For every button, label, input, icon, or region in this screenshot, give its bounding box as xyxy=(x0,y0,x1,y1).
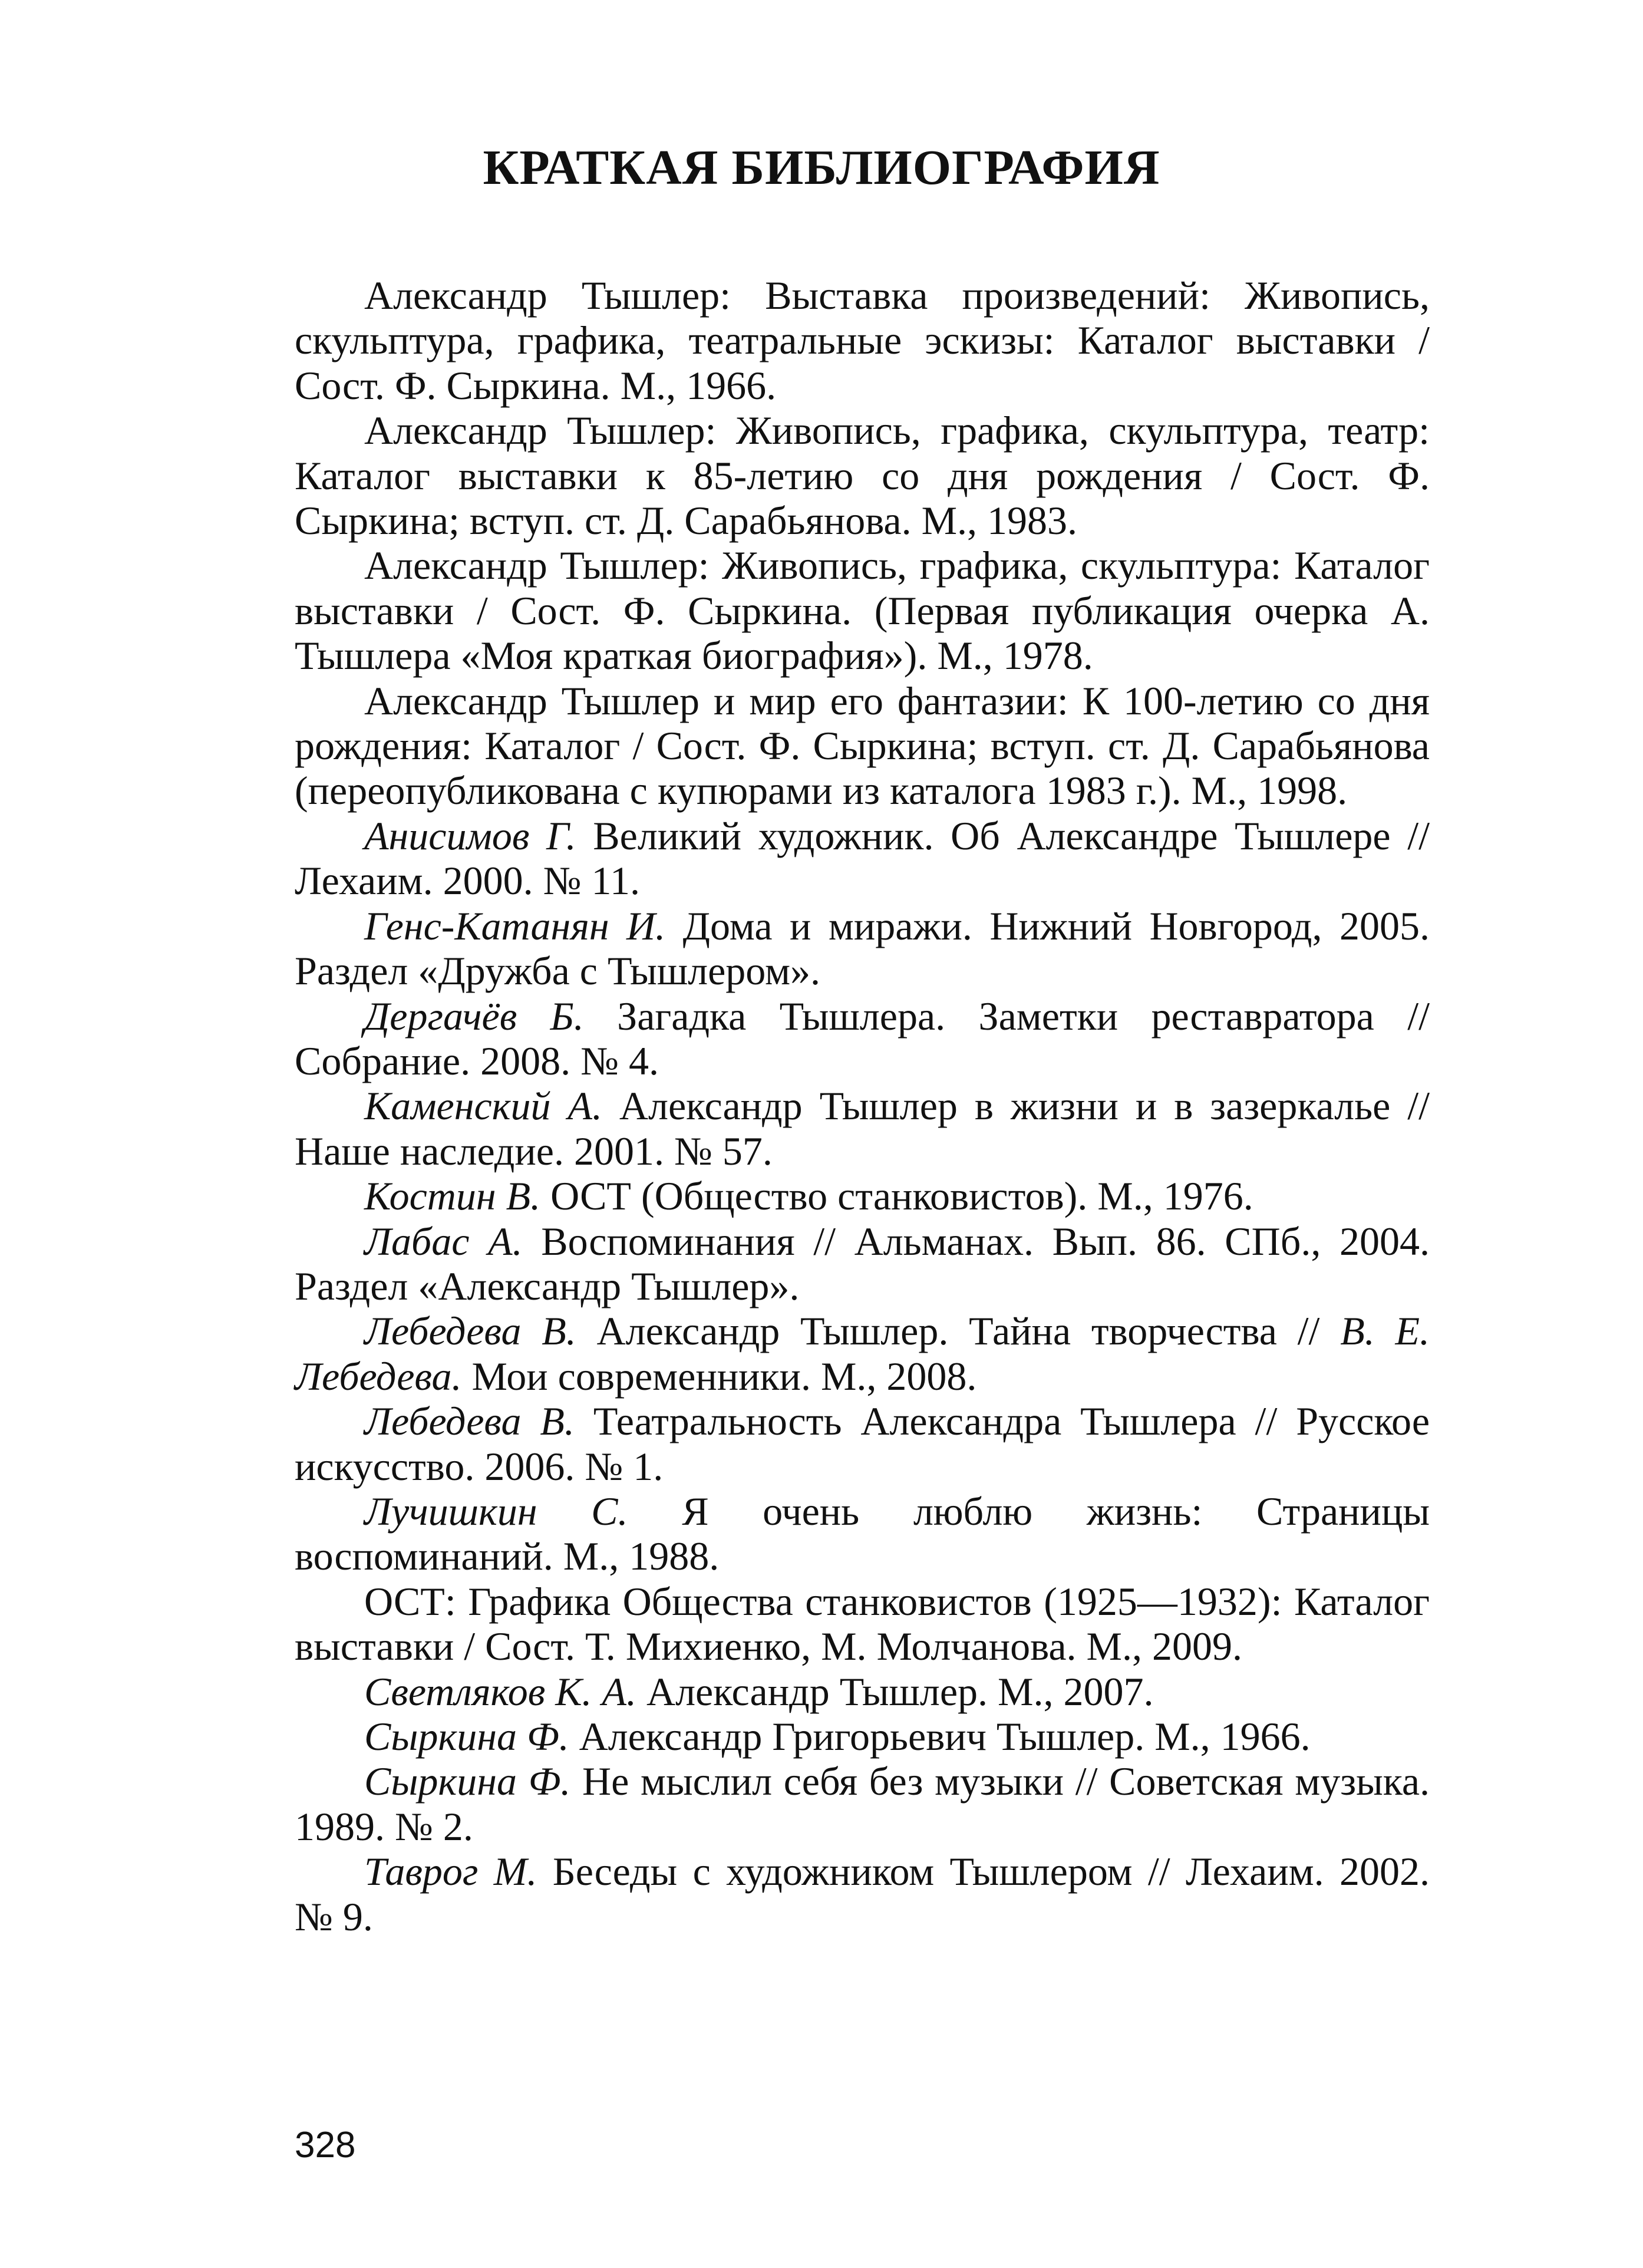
entry-author: Лучишкин С. xyxy=(364,1488,628,1534)
bibliography-entry xyxy=(295,1579,1430,1669)
bibliography-entry xyxy=(295,904,1430,994)
entry-text: Александр Тышлер: Живопись, графика, скульптура: Каталог выставки / Сост. Ф. Сыркина. (Первая публикация очерка А. Тышлера «Моя краткая биография»). М., 1978. xyxy=(295,543,1430,678)
entry-text-secondary: Мои современники. М., 2008. xyxy=(471,1353,977,1399)
bibliography-entry xyxy=(295,1849,1430,1939)
entry-text: Александр Тышлер и мир его фантазии: К 100-летию со дня рождения: Каталог / Сост. Ф. Сыркина; вступ. ст. Д. Сарабьянова (переопубликована с купюрами из каталога 1983 г.). М., 1998. xyxy=(295,678,1430,813)
entry-author: Генс-Катанян И. xyxy=(364,903,666,948)
bibliography-entry xyxy=(295,994,1430,1084)
entry-author: Светляков К. А. xyxy=(364,1669,636,1714)
entry-text: Александр Тышлер: Живопись, графика, скульптура, театр: Каталог выставки к 85-летию со дня рождения / Сост. Ф. Сыркина; вступ. ст. Д. Сарабьянова. М., 1983. xyxy=(295,408,1430,543)
entry-author: Лабас А. xyxy=(364,1218,523,1264)
entry-author-secondary: В. Е. Лебедева. xyxy=(295,1308,1430,1399)
entry-author: Сыркина Ф. xyxy=(364,1714,569,1759)
entry-author: Лебедева В. xyxy=(364,1399,575,1444)
entry-text: Александр Григорьевич Тышлер. М., 1966. xyxy=(579,1714,1311,1759)
entry-text: ОСТ (Общество станковистов). М., 1976. xyxy=(550,1173,1253,1219)
entry-author: Таврог М. xyxy=(364,1849,537,1894)
entry-author: Дергачёв Б. xyxy=(364,993,584,1039)
bibliography-entry xyxy=(295,1173,1430,1218)
entry-text: Александр Тышлер. Тайна творчества // xyxy=(596,1308,1320,1354)
bibliography-entry xyxy=(295,1759,1430,1849)
entry-author: Каменский А. xyxy=(364,1083,602,1129)
entry-text: ОСТ: Графика Общества станковистов (1925—1932): Каталог выставки / Сост. Т. Михиенко, М. Молчанова. М., 2009. xyxy=(295,1578,1430,1669)
bibliography-entry xyxy=(295,678,1430,813)
entry-text: Театральность Александра Тышлера // Русское искусство. 2006. № 1. xyxy=(295,1399,1430,1489)
entry-text: Я очень люблю жизнь: Страницы воспоминаний. М., 1988. xyxy=(295,1488,1430,1579)
bibliography-entry xyxy=(295,813,1430,904)
entry-author: Костин В. xyxy=(364,1173,541,1219)
bibliography-list xyxy=(295,273,1430,1939)
entry-text: Александр Тышлер. М., 2007. xyxy=(646,1669,1154,1714)
bibliography-entry xyxy=(295,1669,1430,1714)
bibliography-entry xyxy=(295,1399,1430,1489)
entry-text: Не мыслил себя без музыки // Советская музыка. 1989. № 2. xyxy=(295,1759,1430,1849)
entry-text: Александр Тышлер: Выставка произведений: Живопись, скульптура, графика, театральные эскизы: Каталог выставки / Сост. Ф. Сыркина. М., 1966. xyxy=(295,273,1430,408)
entry-text: Дома и миражи. Нижний Новгород, 2005. Раздел «Дружба с Тышлером». xyxy=(295,903,1430,994)
bibliography-entry xyxy=(295,408,1430,543)
entry-text: Воспоминания // Альманах. Вып. 86. СПб., 2004. Раздел «Александр Тышлер». xyxy=(295,1218,1430,1308)
page-title: КРАТКАЯ БИБЛИОГРАФИЯ xyxy=(483,140,1160,195)
bibliography-entry xyxy=(295,1219,1430,1309)
entry-text: Беседы с художником Тышлером // Лехаим. 2002. № 9. xyxy=(295,1849,1430,1939)
entry-author: Сыркина Ф. xyxy=(364,1759,571,1804)
entry-text: Великий художник. Об Александре Тышлере // Лехаим. 2000. № 11. xyxy=(295,813,1430,904)
bibliography-entry xyxy=(295,1489,1430,1579)
entry-author: Лебедева В. xyxy=(364,1308,576,1354)
bibliography-entry xyxy=(295,1308,1430,1399)
entry-text: Александр Тышлер в жизни и в зазеркалье // Наше наследие. 2001. № 57. xyxy=(295,1083,1430,1173)
bibliography-entry xyxy=(295,273,1430,408)
bibliography-entry xyxy=(295,543,1430,678)
page-number: 328 xyxy=(295,2125,356,2165)
bibliography-entry xyxy=(295,1714,1430,1759)
entry-author: Анисимов Г. xyxy=(364,813,576,858)
bibliography-entry xyxy=(295,1083,1430,1173)
entry-text: Загадка Тышлера. Заметки реставратора // Собрание. 2008. № 4. xyxy=(295,993,1430,1083)
